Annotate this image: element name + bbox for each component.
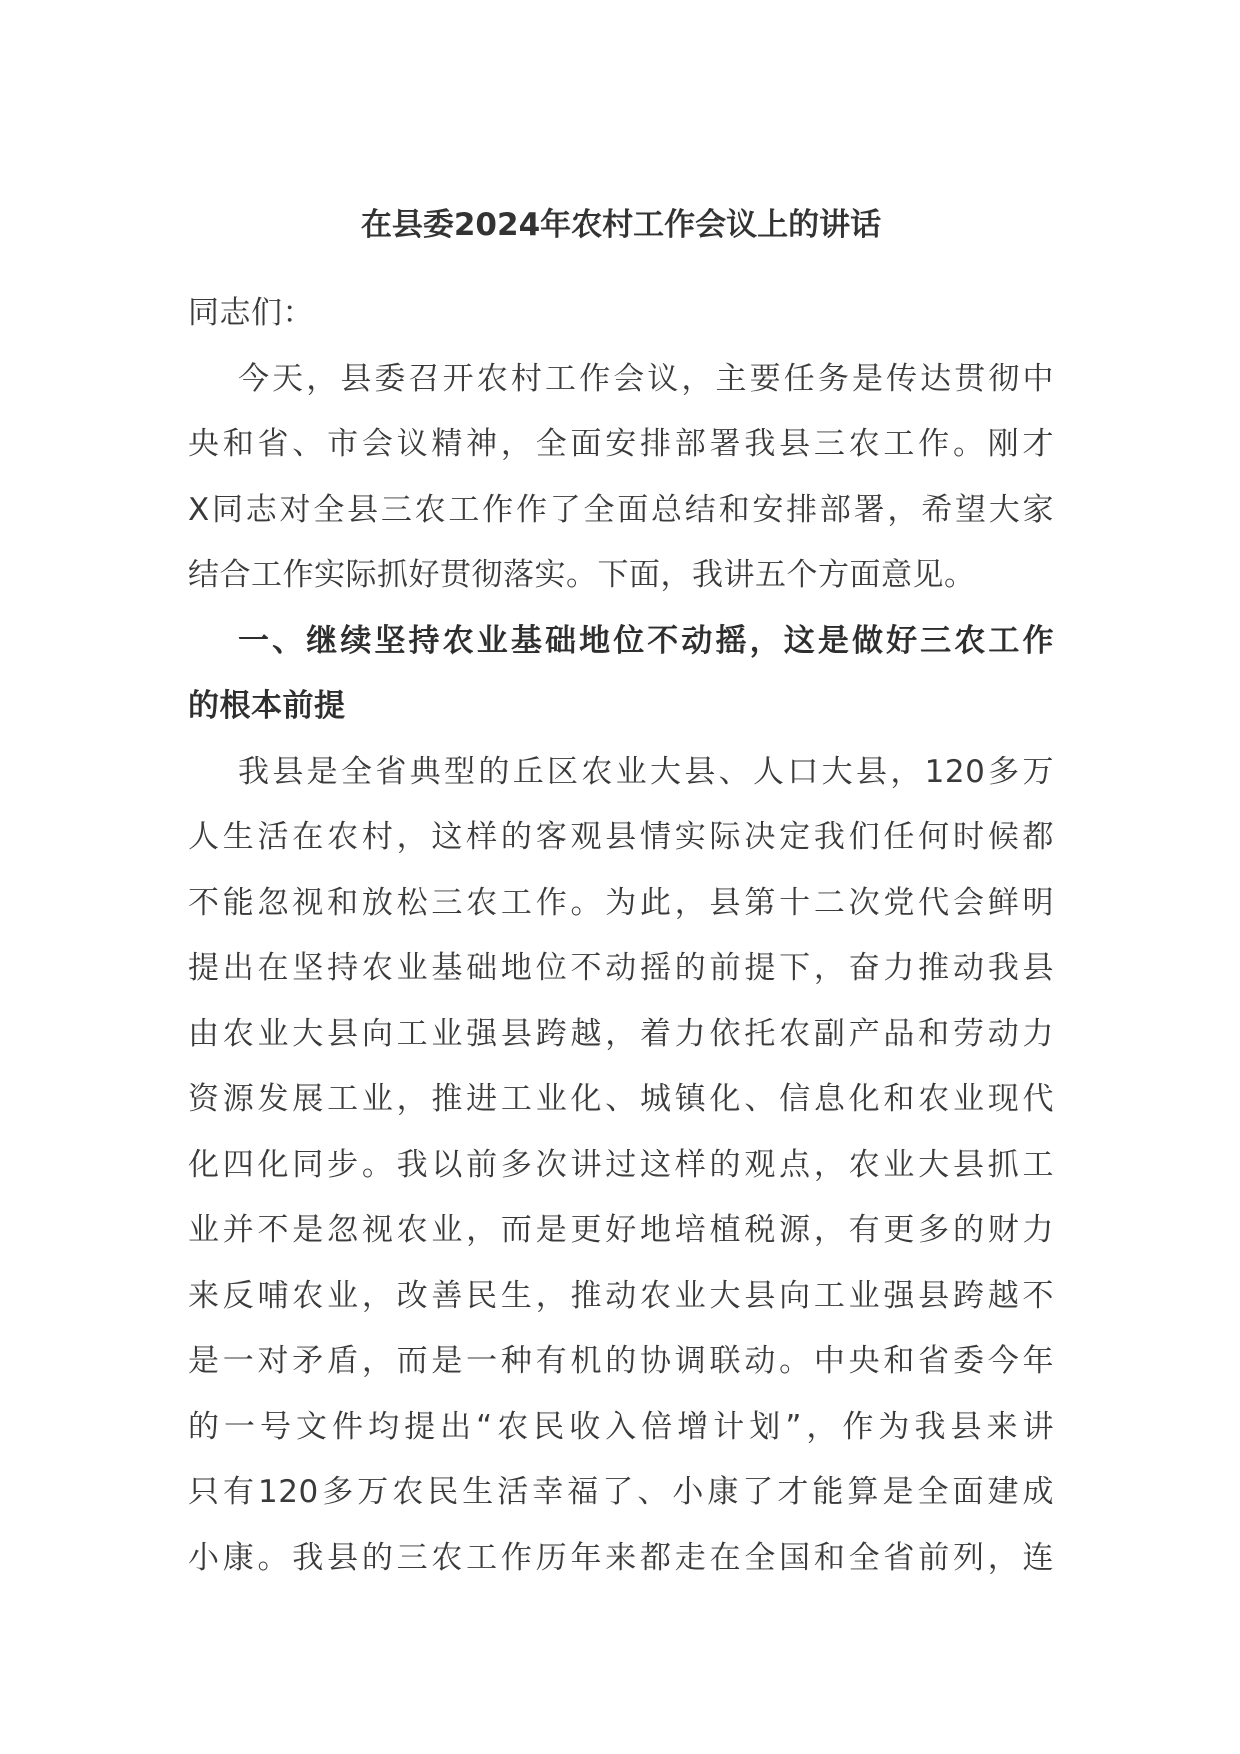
paragraph-line: 不能忽视和放松三农工作。为此，县第十二次党代会鲜明: [188, 884, 1054, 921]
paragraph-line: X同志对全县三农工作作了全面总结和安排部署，希望大家: [188, 491, 1054, 528]
paragraph-line: 央和省、市会议精神，全面安排部署我县三农工作。刚才: [188, 426, 1054, 462]
paragraph-line: 今天，县委召开农村工作会议，主要任务是传达贯彻中: [238, 360, 1054, 397]
paragraph-line: 人生活在农村，这样的客观县情实际决定我们任何时候都: [188, 819, 1054, 855]
paragraph-line: 小康。我县的三农工作历年来都走在全国和全省前列，连: [188, 1539, 1054, 1576]
section-heading-line: 一、继续坚持农业基础地位不动摇，这是做好三农工作: [238, 622, 1054, 659]
paragraph-line: 结合工作实际抓好贯彻落实。下面，我讲五个方面意见。: [188, 557, 976, 593]
paragraph-line: 只有120多万农民生活幸福了、小康了才能算是全面建成: [188, 1474, 1054, 1510]
paragraph-line: 提出在坚持农业基础地位不动摇的前提下，奋力推动我县: [188, 950, 1054, 986]
document-title: 在县委2024年农村工作会议上的讲话: [360, 207, 882, 243]
paragraph-line: 资源发展工业，推进工业化、城镇化、信息化和农业现代: [188, 1081, 1054, 1117]
paragraph-line: 同志们：: [188, 295, 314, 331]
paragraph-line: 是一对矛盾，而是一种有机的协调联动。中央和省委今年: [188, 1343, 1054, 1379]
section-heading-line: 的根本前提: [188, 688, 346, 724]
paragraph-line: 我县是全省典型的丘区农业大县、人口大县，120多万: [238, 753, 1054, 790]
paragraph-line: 由农业大县向工业强县跨越，着力依托农副产品和劳动力: [188, 1015, 1054, 1052]
paragraph-line: 化四化同步。我以前多次讲过这样的观点，农业大县抓工: [188, 1146, 1054, 1183]
paragraph-line: 业并不是忽视农业，而是更好地培植税源，有更多的财力: [188, 1212, 1054, 1248]
document-body: [188, 281, 1054, 1591]
paragraph-line: 的一号文件均提出“农民收入倍增计划”，作为我县来讲: [188, 1408, 1054, 1445]
paragraph-line: 来反哺农业，改善民生，推动农业大县向工业强县跨越不: [188, 1277, 1054, 1314]
